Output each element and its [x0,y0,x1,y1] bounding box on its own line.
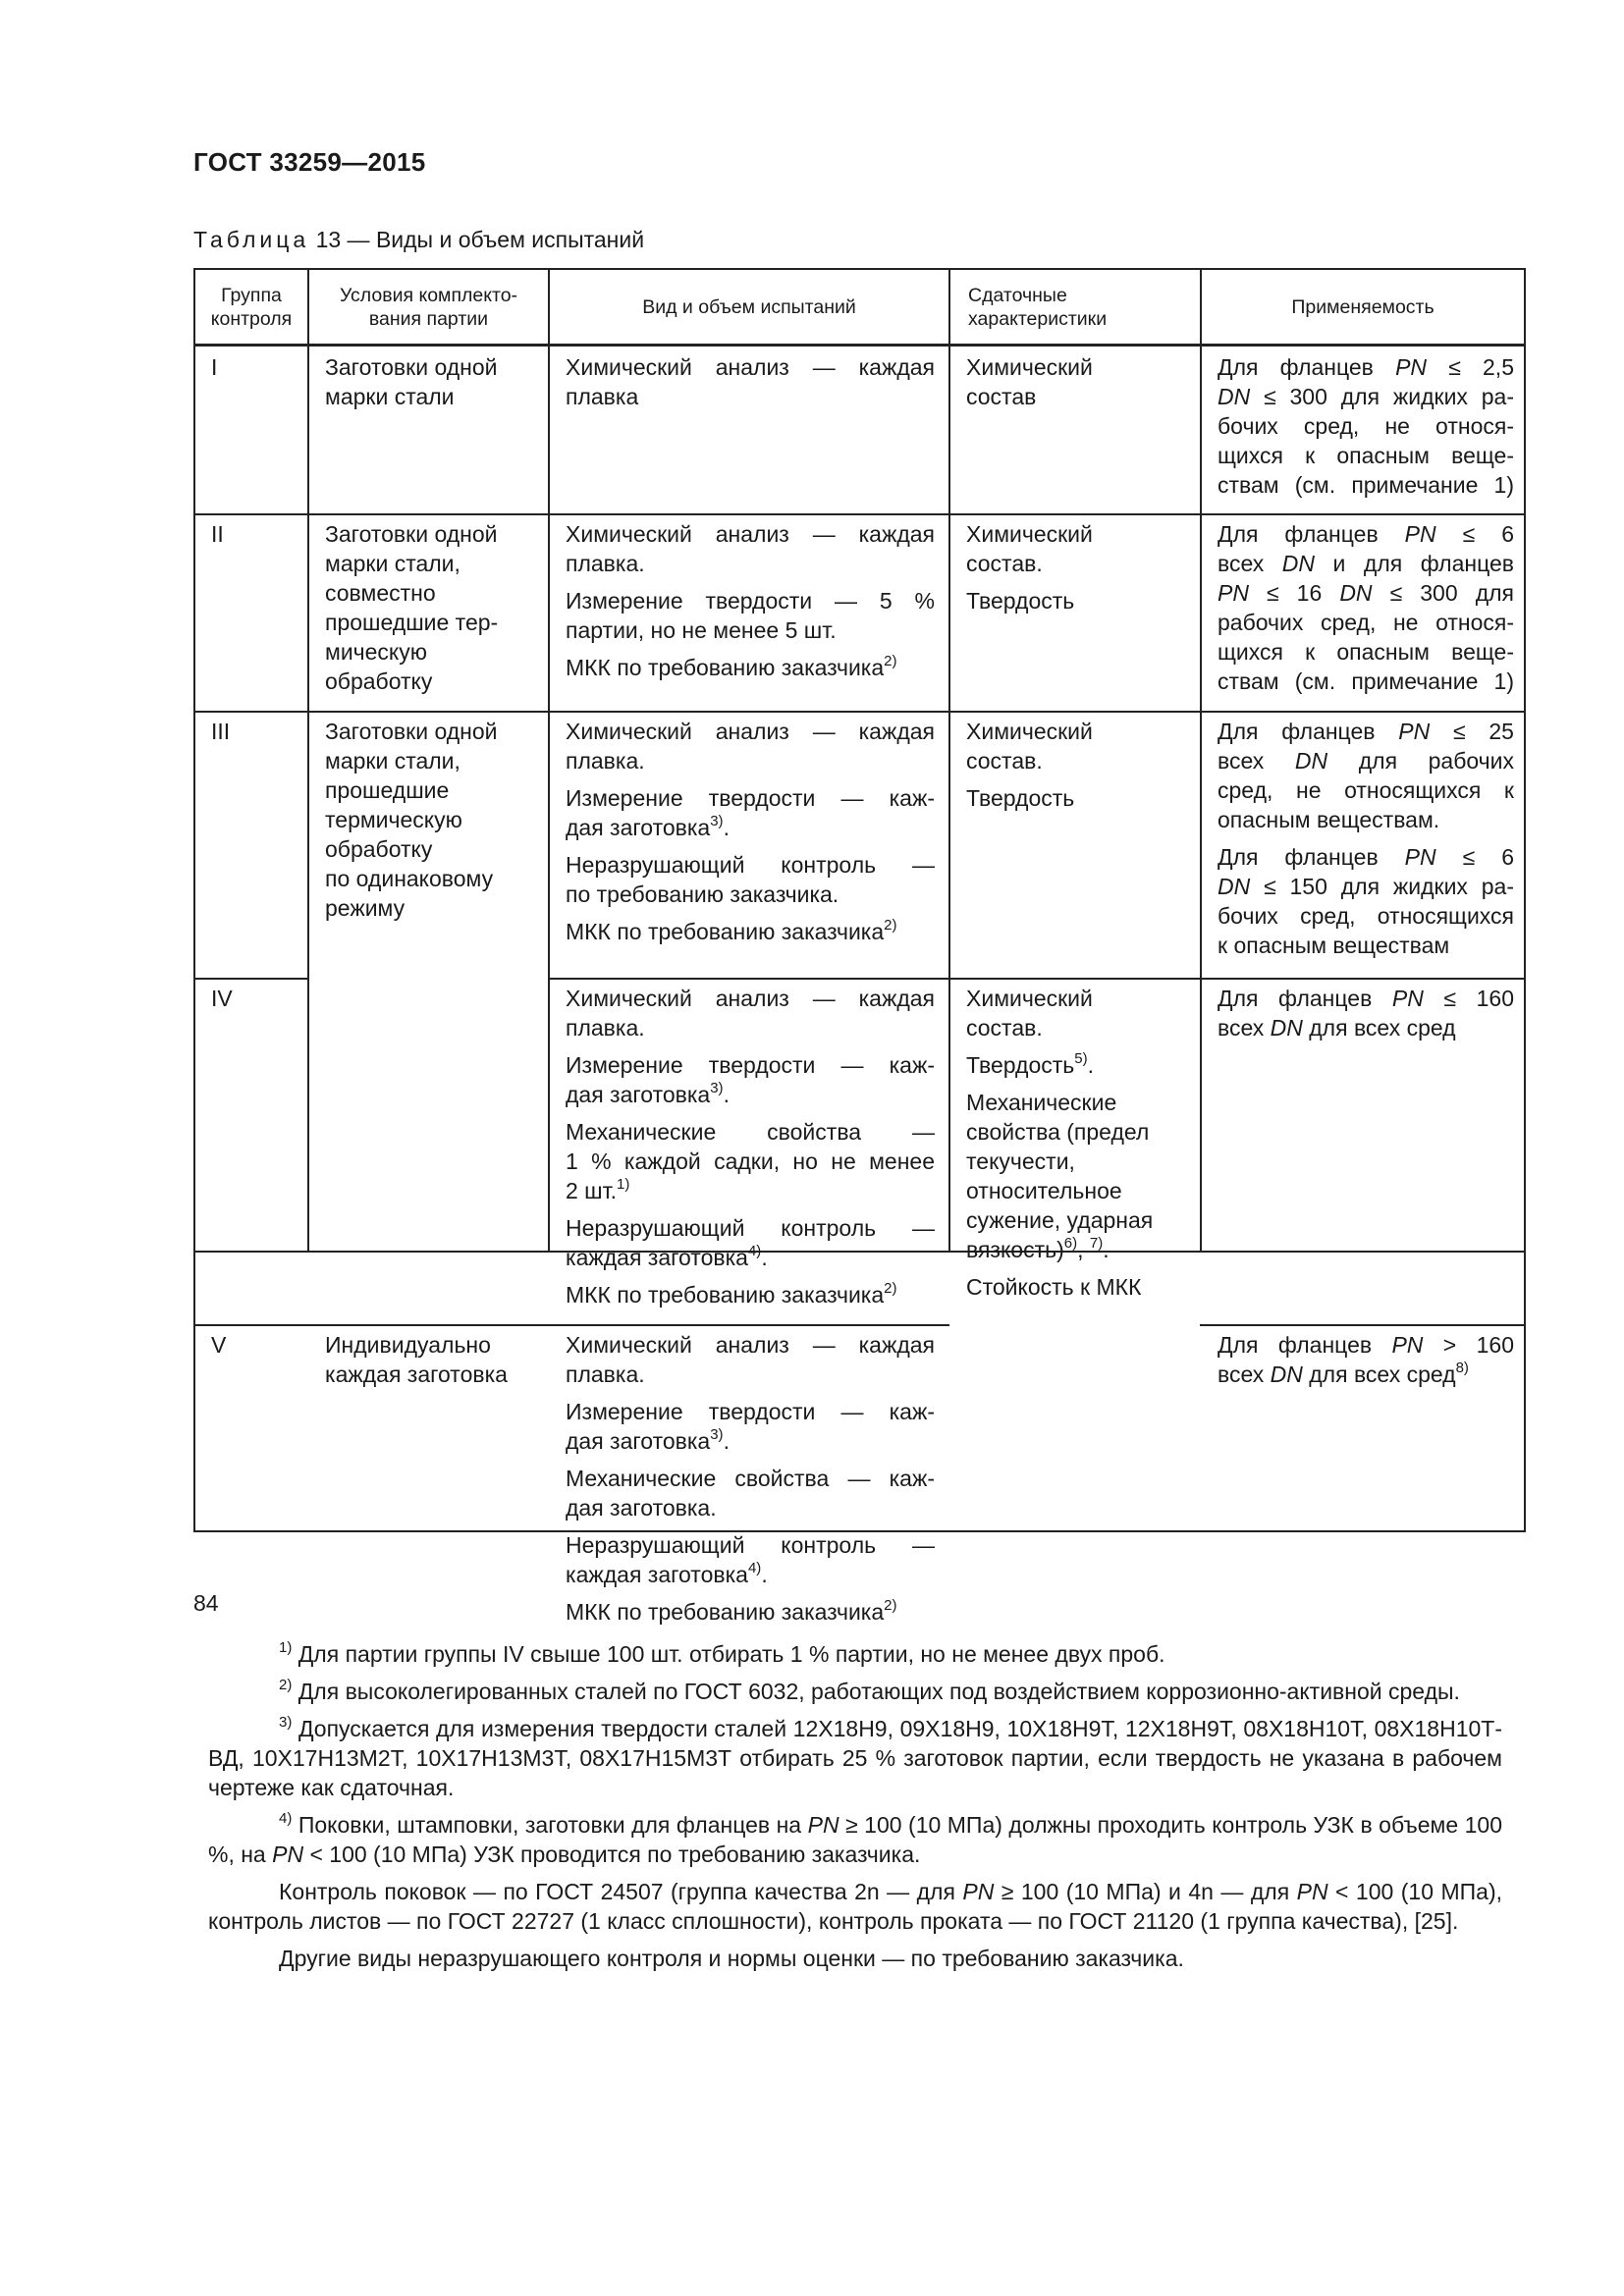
row1-conditions-line2: марки стали [325,384,455,409]
row5-app-all: всех [1218,1362,1271,1387]
page-number: 84 [193,1590,219,1616]
row1-group [211,352,299,382]
row5-group-value: V [211,1332,227,1358]
row1-app-line5: ствам (см. примечание 1) [1218,472,1514,498]
row3-tests-line2: плавка. [566,748,645,774]
row2-conditions [325,519,541,696]
col-divider-4 [1200,268,1202,1252]
row3-tests-line1: Химический анализ — каждая [566,719,935,744]
note-5-text-c: < 100 (10 МПа), контроль листов — по ГОСТ 22727 (1 класс сплошности), контроль проката — по ГОСТ 21120 (1 группа качества), [25]. [208,1879,1502,1934]
row3-app-for: для рабочих [1327,748,1515,774]
note-2-text: Для высоколегированных сталей по ГОСТ 6032, работающих под воздействием коррозионно-активной среды. [292,1679,1460,1704]
note-1 [208,1639,1502,1669]
row4-characteristics-footnote-ref-2: 6) [1063,1235,1078,1252]
header-conditions [309,270,548,344]
row2-app-pn2: PN [1218,580,1249,606]
row1-app-pn: PN [1395,354,1428,380]
row4-app-pn-value: ≤ 160 [1423,986,1514,1011]
row5-tests-footnote-ref-3: 2) [884,1597,897,1614]
note-1-text: Для партии группы IV свыше 100 шт. отбирать 1 % партии, но не менее двух проб. [292,1641,1165,1667]
note-3-marker: 3) [279,1714,293,1731]
row4-characteristics-mech-6: вязкость) [966,1237,1064,1262]
row4-tests-line6: 1 % каждой садки, но не менее [566,1148,935,1174]
row1-group-value: I [211,354,218,380]
row2-tests-footnote-ref: 2) [884,653,897,669]
header-characteristics-line1: Сдаточные [968,284,1067,306]
row5-tests-footnote-ref-2: 4) [747,1560,762,1576]
note-4-text-c: < 100 (10 МПа) УЗК проводится по требованию заказчика. [303,1842,921,1867]
row3-tests-footnote-ref-2: 2) [884,917,897,934]
row2-tests [566,519,935,690]
row3-tests-footnote-ref-1: 3) [710,813,724,829]
row3-conditions-line3: прошедшие [325,777,450,803]
row3-app-pn2: PN [1404,844,1436,870]
row1-tests-line1: Химический анализ — каждая [566,354,935,380]
row4-tests-footnote-ref-1: 3) [710,1080,724,1096]
row3-tests-line7: МКК по требованию заказчика [566,919,885,944]
row2-tests-line5: МКК по требованию заказчика [566,655,885,680]
note-6 [208,1944,1502,1973]
row4-characteristics-line1: Химический [966,986,1093,1011]
row4-tests-line7: 2 шт. [566,1178,618,1203]
header-characteristics-line2: характеристики [968,307,1108,330]
row2-app-and: и для фланцев [1315,551,1514,576]
row-divider-4c [1200,1324,1526,1326]
row3-characteristics-line3: Твердость [966,785,1075,811]
row1-tests [566,352,935,411]
row2-app-dn: DN [1281,551,1316,576]
table-caption-word: Таблица [193,227,310,252]
note-1-marker: 1) [279,1639,293,1656]
row3-app-pn-value: ≤ 25 [1430,719,1514,744]
row5-tests-line9: МКК по требованию заказчика [566,1599,885,1625]
note-4-marker: 4) [279,1810,293,1827]
row5-tests: Химический анализ — каждая плавка. Измерение твердости — каж- дая заготовка$^{3)}$. Механические свойства — каж- дая заготовка. Неразрушающий контроль — каждая заготовка$^{4)}$. МКК по требованию заказчика$^{2)}$ [566,1332,935,1625]
row5-app-pn-value: > 160 [1423,1332,1514,1358]
row-divider-2 [193,711,1526,713]
row4-app-all: всех [1218,1015,1271,1041]
row4-tests-footnote-ref-4: 2) [884,1280,897,1297]
row2-group [211,519,299,549]
row3-app-dn2: DN [1218,874,1251,899]
row3-tests-line3: Измерение твердости — каж- [566,785,935,811]
row4-characteristics-footnote-ref-1: 5) [1074,1050,1088,1067]
row3-tests-line4: дая заготовка [566,815,711,840]
row4-tests-line4: дая заготовка [566,1082,711,1107]
row4-characteristics: Химический состав. Твердость$^{5)}$. Механические свойства (предел текучести, относительное сужение, ударная вязкость)$^{6)}$, $^{7)}$. Стойкость к МКК [966,984,1192,1309]
row4-characteristics-mech-4: относительное [966,1178,1122,1203]
row2-conditions-line2: марки стали, [325,551,460,576]
row3-app-text: Для фланцев [1218,719,1399,744]
row1-app-line4: щихся к опасным веще- [1218,443,1514,468]
row5-conditions [325,1330,541,1389]
row4-characteristics-line2: состав. [966,1015,1043,1041]
row4-app-for-all: для всех сред [1302,1015,1456,1041]
row3-applicability [1218,717,1514,960]
row3-characteristics [966,717,1192,821]
row2-characteristics [966,519,1192,623]
row3-app-pn: PN [1398,719,1431,744]
row2-app-text: Для фланцев [1218,521,1405,547]
row1-characteristics [966,352,1192,411]
row2-group-value: II [211,521,224,547]
row4-tests-footnote-ref-2: 1) [617,1176,630,1193]
col-divider-2 [548,268,550,1252]
row2-conditions-line4: прошедшие тер- [325,610,499,635]
row3-tests-line6: по требованию заказчика. [566,881,839,907]
row3-app-pn2-value: ≤ 6 [1435,844,1514,870]
row1-characteristics-line1: Химический [966,354,1093,380]
row3-conditions-line6: по одинаковому [325,866,494,891]
row4-tests-footnote-ref-3: 4) [747,1243,762,1259]
row-divider-3b [548,978,1526,980]
table-caption-title: 13 — Виды и объем испытаний [315,227,645,252]
row4-characteristics-mech-3: текучести, [966,1148,1075,1174]
row-divider-1 [193,513,1526,515]
document-code: ГОСТ 33259—2015 [193,147,426,177]
row4-group [211,984,299,1013]
row3-conditions-line7: режиму [325,895,406,921]
row3-tests-line5: Неразрушающий контроль — [566,852,935,878]
row2-app-line4: рабочих сред, не относя- [1218,610,1514,635]
note-4-text-b: ≥ 100 (10 МПа) должны проходить контроль УЗК в объеме 100 %, на [208,1812,1502,1867]
row4-characteristics-mech-1: Механические [966,1090,1117,1115]
row4-tests-line3: Измерение твердости — каж- [566,1052,935,1078]
table-caption [193,227,644,253]
row3-app-line7: бочих сред, относящихся [1218,903,1514,929]
note-5-pn-1: PN [962,1879,995,1904]
row4-applicability [1218,984,1514,1042]
header-conditions-line1: Условия комплекто- [339,284,518,306]
row3-conditions [325,717,541,923]
row2-app-all: всех [1218,551,1282,576]
row2-tests-line1: Химический анализ — каждая [566,521,935,547]
row4-characteristics-mech-2: свойства (предел [966,1119,1150,1145]
row3-characteristics-line1: Химический [966,719,1093,744]
row5-tests-line4: дая заготовка [566,1428,711,1454]
row2-app-dn2-value: ≤ 300 для [1372,580,1514,606]
row3-conditions-line4: термическую [325,807,462,832]
row3-conditions-line5: обработку [325,836,433,862]
row1-app-dn: DN [1218,384,1251,409]
row4-tests-line5: Механические свойства — [566,1119,935,1145]
header-tests-line1: Вид и объем испытаний [642,295,856,318]
note-6-text: Другие виды неразрушающего контроля и нормы оценки — по требованию заказчика. [279,1946,1184,1971]
row2-app-pn-value: ≤ 6 [1435,521,1514,547]
header-group-line2: контроля [210,307,293,330]
row5-tests-line7: Неразрушающий контроль — [566,1532,935,1558]
note-4 [208,1810,1502,1869]
row5-app-pn: PN [1391,1332,1424,1358]
row3-conditions-line2: марки стали, [325,748,460,774]
note-5 [208,1877,1502,1936]
row2-tests-line3: Измерение твердости — 5 % [566,588,935,614]
row4-app-dn: DN [1270,1015,1303,1041]
row2-conditions-line6: обработку [325,668,433,694]
row-divider-4b [193,1324,949,1326]
table-notes [208,1639,1502,1981]
row1-conditions [325,352,541,411]
row5-app-text: Для фланцев [1218,1332,1392,1358]
row1-tests-line2: плавка [566,384,639,409]
row2-characteristics-line2: состав. [966,551,1043,576]
row4-characteristics-hardness: Твердость [966,1052,1075,1078]
row5-tests-line3: Измерение твердости — каж- [566,1399,935,1424]
table-border-right [1524,268,1526,1532]
row2-app-dn2: DN [1339,580,1373,606]
note-4-pn-1: PN [807,1812,839,1838]
row2-characteristics-line3: Твердость [966,588,1075,614]
row3-app-all: всех [1218,748,1295,774]
row3-app-line3: сред, не относящихся к [1218,777,1514,803]
row5-tests-line8: каждая заготовка [566,1562,748,1587]
note-2-marker: 2) [279,1677,293,1693]
row4-characteristics-mkk: Стойкость к МКК [966,1274,1142,1300]
col-divider-1 [307,268,309,1252]
note-4-text-a: Поковки, штамповки, заготовки для фланцев на [292,1812,808,1838]
row2-conditions-line1: Заготовки одной [325,521,498,547]
row5-conditions-line1: Индивидуально [325,1332,491,1358]
row5-tests-line1: Химический анализ — каждая [566,1332,935,1358]
row2-characteristics-line1: Химический [966,521,1093,547]
row3-app-line8: к опасным веществам [1218,933,1450,958]
header-tests [550,270,948,344]
row4-tests: Химический анализ — каждая плавка. Измерение твердости — каж- дая заготовка$^{3)}$. Механические свойства — 1 % каждой садки, но не менее 2 шт.$^{1)}$ Неразрушающий контроль — каждая заготовка$^{4)}$. МКК по требованию заказчика$^{2)}$ [566,986,935,1308]
row4-characteristics-mech-5: сужение, ударная [966,1207,1154,1233]
row3-app-dn: DN [1294,748,1328,774]
row2-tests-line4: партии, но не менее 5 шт. [566,617,837,643]
row2-app-line6: ствам (см. примечание 1) [1218,668,1514,694]
row4-tests-line10: МКК по требованию заказчика [566,1282,885,1308]
note-5-text-b: ≥ 100 (10 МПа) и 4n — для [994,1879,1297,1904]
header-divider [193,344,1526,347]
note-2 [208,1677,1502,1706]
row4-tests-line2: плавка. [566,1015,645,1041]
header-group-line1: Группа [221,284,282,306]
row4-app-text: Для фланцев [1218,986,1392,1011]
row2-app-pn2-value: ≤ 16 [1248,580,1340,606]
row-divider-3a [193,978,307,980]
note-5-text-a: Контроль поковок — по ГОСТ 24507 (группа качества 2n — для [279,1879,963,1904]
row4-group-value: IV [211,986,233,1011]
header-group [195,270,307,344]
row1-app-text: Для фланцев [1218,354,1396,380]
row3-conditions-line1: Заготовки одной [325,719,498,744]
row1-app-line3: бочих сред, не относя- [1218,413,1514,439]
row5-app-for-all: для всех сред [1302,1362,1456,1387]
row2-app-pn: PN [1404,521,1436,547]
row2-conditions-line3: совместно [325,580,436,606]
note-5-pn-2: PN [1296,1879,1328,1904]
row3-app-text2: Для фланцев [1218,844,1405,870]
table-border-left [193,268,195,1532]
row4-characteristics-footnote-ref-3: 7) [1089,1235,1104,1252]
row5-tests-footnote-ref-1: 3) [710,1426,724,1443]
row4-app-pn: PN [1391,986,1424,1011]
row1-app-dn-value: ≤ 300 для жидких ра- [1250,384,1514,409]
row2-conditions-line5: мическую [325,639,428,665]
row5-tests-line5: Механические свойства — каж- [566,1466,935,1491]
row5-group [211,1330,299,1360]
header-applicability [1202,270,1524,344]
row5-conditions-line2: каждая заготовка [325,1362,508,1387]
row5-app-dn: DN [1270,1362,1303,1387]
row1-applicability [1218,352,1514,500]
row5-tests-line2: плавка. [566,1362,645,1387]
row3-app-line4: опасным веществам. [1218,807,1440,832]
col-divider-3 [948,268,950,1252]
header-characteristics [950,270,1200,344]
row3-group-value: III [211,719,231,744]
row5-applicability [1218,1330,1514,1389]
row5-app-footnote-ref: 8) [1455,1360,1469,1376]
note-4-pn-2: PN [272,1842,304,1867]
row3-tests: Химический анализ — каждая плавка. Измерение твердости — каж- дая заготовка$^{3)}$. Неразрушающий контроль — по требованию заказчика. МКК по требованию заказчика$^{2)}$ [566,719,935,944]
note-3 [208,1714,1502,1802]
row4-tests-line9: каждая заготовка [566,1245,748,1270]
row3-app-dn2-value: ≤ 150 для жидких ра- [1250,874,1514,899]
row4-characteristics-separator: , [1077,1237,1090,1262]
row3-characteristics-line2: состав. [966,748,1043,774]
row4-tests-line1: Химический анализ — каждая [566,986,935,1011]
row3-group [211,717,299,746]
row1-characteristics-line2: состав [966,384,1037,409]
row2-applicability [1218,519,1514,696]
row1-app-pn-value: ≤ 2,5 [1427,354,1514,380]
header-conditions-line2: вания партии [368,307,489,330]
row5-tests-line6: дая заготовка. [566,1495,717,1521]
header-applicability-line1: Применяемость [1291,295,1435,318]
row2-app-line5: щихся к опасным веще- [1218,639,1514,665]
row4-tests-line8: Неразрушающий контроль — [566,1215,935,1241]
note-3-text: Допускается для измерения твердости сталей 12Х18Н9, 09Х18Н9, 10Х18Н9Т, 12Х18Н9Т, 08Х18Н10Т, 08Х18Н10Т-ВД, 10Х17Н13М2Т, 10Х17Н13М3Т, 08Х17Н15М3Т отбирать 25 % заготовок партии, если твердость не указана в рабочем чертеже как сдаточная. [208,1716,1502,1800]
row1-conditions-line1: Заготовки одной [325,354,498,380]
row2-tests-line2: плавка. [566,551,645,576]
